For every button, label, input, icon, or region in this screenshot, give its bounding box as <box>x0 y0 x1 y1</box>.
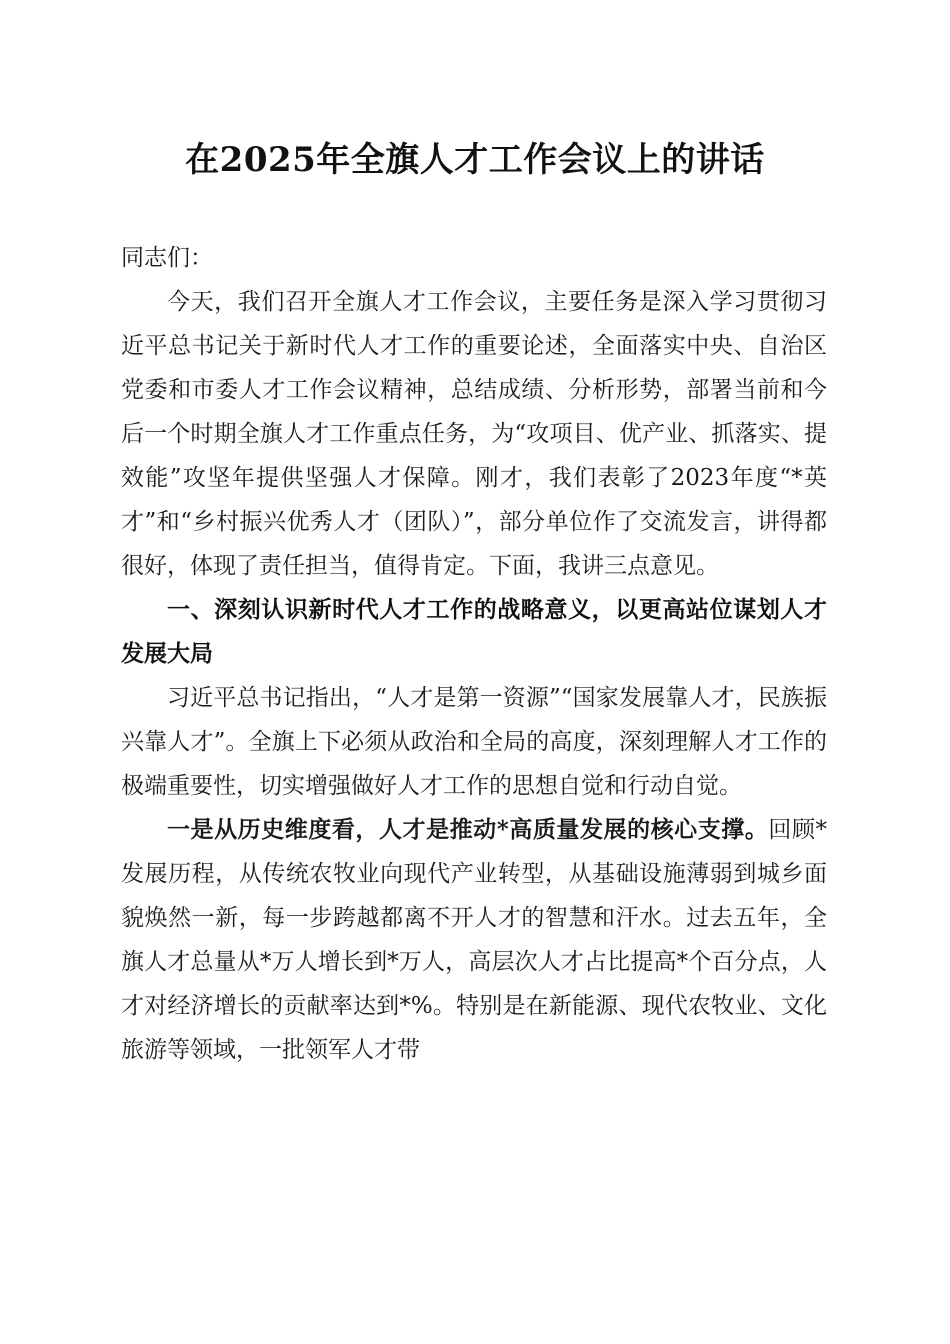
intro-paragraph: 今天，我们召开全旗人才工作会议，主要任务是深入学习贯彻习近平总书记关于新时代人才工作的重要论述，全面落实中央、自治区党委和市委人才工作会议精神，总结成绩、分析形势，部署当前和今后一个时期全旗人才工作重点任务，为“攻项目、优产业、抓落实、提效能”攻坚年提供坚强人才保障。刚才，我们表彰了2023年度“*英才”和“乡村振兴优秀人才（团队）”，部分单位作了交流发言，讲得都很好，体现了责任担当，值得肯定。下面，我讲三点意见。 <box>121 289 827 579</box>
document-body <box>121 236 827 1072</box>
point-1-paragraph <box>121 808 827 1072</box>
point-1-body: 回顾*发展历程，从传统农牧业向现代产业转型，从基础设施薄弱到城乡面貌焕然一新，每一步跨越都离不开人才的智慧和汗水。过去五年，全旗人才总量从*万人增长到*万人，高层次人才占比提高*个百分点，人才对经济增长的贡献率达到*%。特别是在新能源、现代农牧业、文化旅游等领域，一批领军人才带 <box>121 817 828 1063</box>
point-1-lead: 一是从历史维度看，人才是推动*高质量发展的核心支撑。 <box>167 816 769 843</box>
document-title: 在2025年全旗人才工作会议上的讲话 <box>185 140 765 180</box>
section-1-paragraph: 习近平总书记指出，“人才是第一资源”“国家发展靠人才，民族振兴靠人才”。全旗上下必须从政治和全局的高度，深刻理解人才工作的极端重要性，切实增强做好人才工作的思想自觉和行动自觉。 <box>121 685 827 799</box>
salutation: 同志们： <box>121 245 213 271</box>
section-heading-1: 一、深刻认识新时代人才工作的战略意义，以更高站位谋划人才发展大局 <box>121 597 827 667</box>
